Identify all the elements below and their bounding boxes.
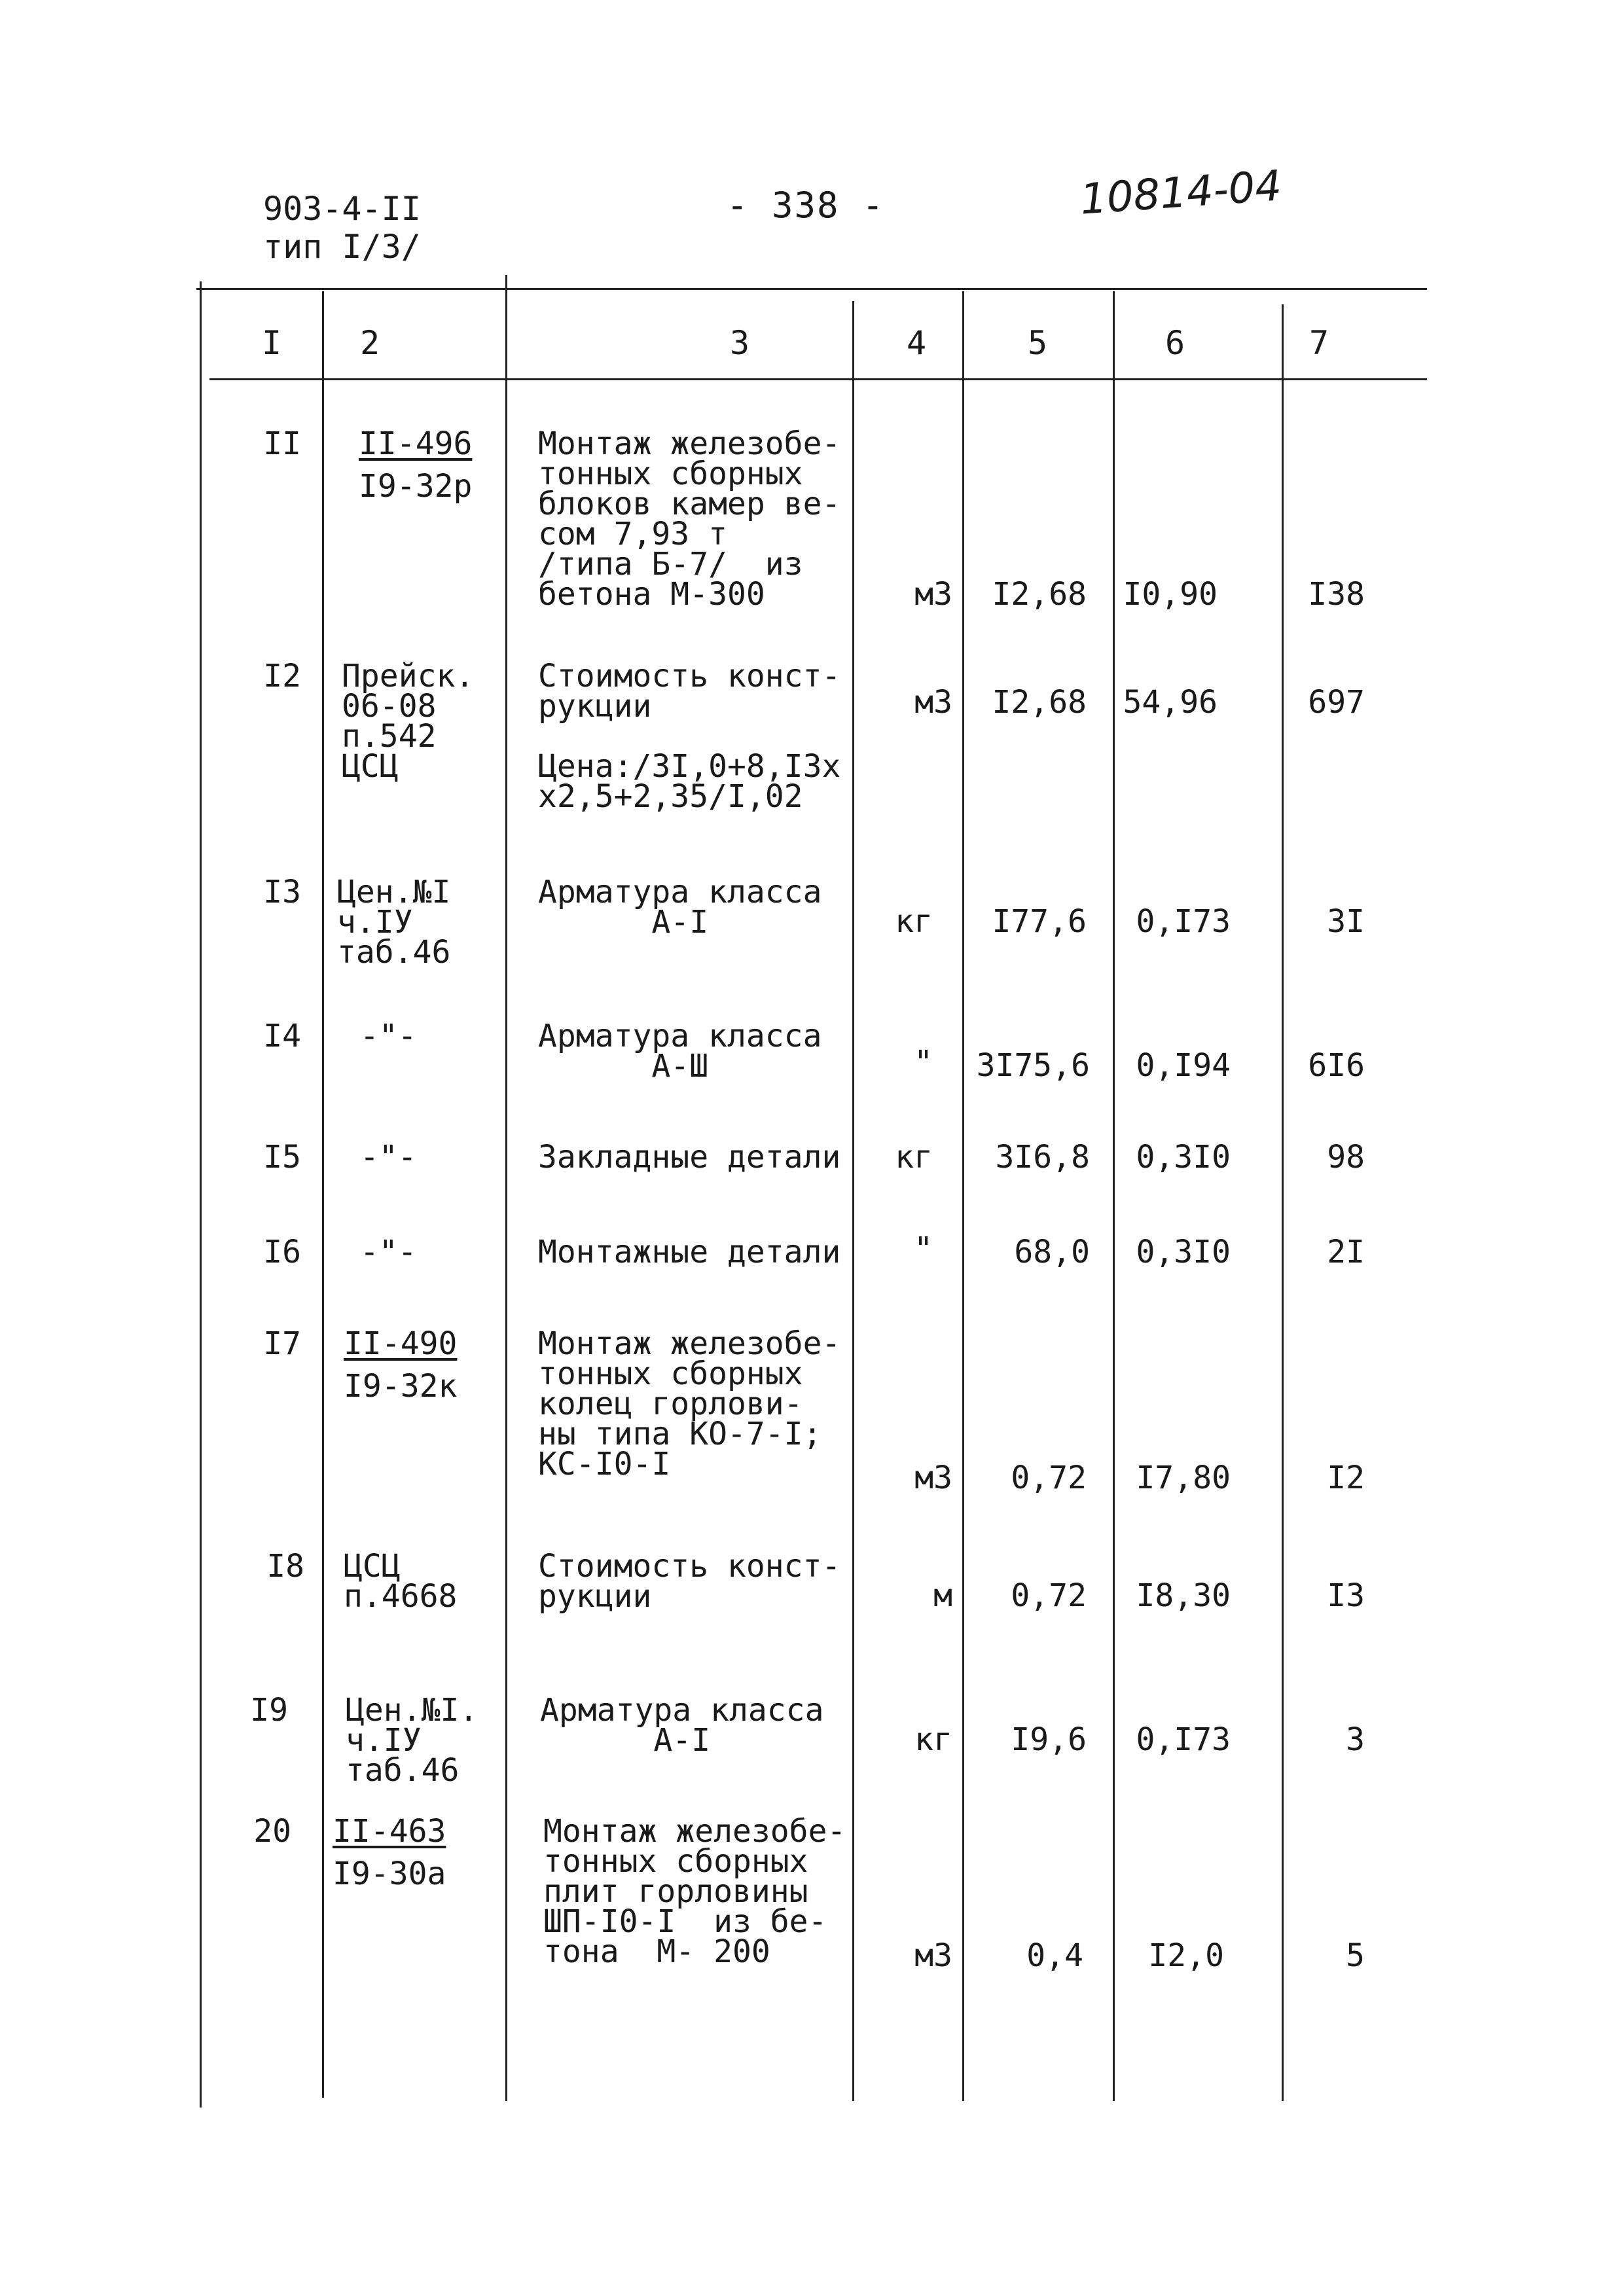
unit: м bbox=[933, 1577, 952, 1614]
quantity: I2,68 bbox=[992, 576, 1087, 613]
reference-code: Прейск. 06-08 п.542 ЦСЦ bbox=[342, 658, 475, 785]
col-divider-5 bbox=[1113, 291, 1115, 2101]
reference-code: Цен.№I ч.IУ таб.46 bbox=[337, 874, 451, 971]
column-header-4: 4 bbox=[906, 324, 927, 362]
reference-code: ЦСЦ п.4668 bbox=[344, 1548, 458, 1615]
reference-code: II-490 bbox=[344, 1325, 458, 1362]
unit-price: 0,I73 bbox=[1136, 903, 1231, 940]
unit: м3 bbox=[914, 576, 952, 613]
unit-price: I0,90 bbox=[1123, 576, 1218, 613]
reference-code-secondary: I9-32р bbox=[359, 468, 473, 505]
unit: " bbox=[914, 1230, 933, 1267]
work-description: Монтаж железобе- тонных сборных колец горлови- ны типа КО-7-I; КС-I0-I bbox=[538, 1325, 841, 1482]
quantity: 0,72 bbox=[1011, 1577, 1087, 1614]
reference-code: -"- bbox=[360, 1234, 417, 1270]
column-header-1: I bbox=[261, 324, 282, 362]
unit-price: I8,30 bbox=[1136, 1577, 1231, 1614]
col-divider-2 bbox=[505, 275, 507, 2101]
quantity: 3I6,8 bbox=[995, 1139, 1090, 1175]
total-cost: 3I bbox=[1327, 903, 1365, 940]
work-description: Стоимость конст- рукции bbox=[538, 1548, 841, 1615]
col-divider-6 bbox=[1282, 304, 1284, 2101]
work-description: Стоимость конст- рукции Цена:/3I,0+8,I3х х2,5+2,35/I,02 bbox=[538, 658, 841, 815]
row-number: I7 bbox=[263, 1325, 301, 1362]
quantity: 0,4 bbox=[1026, 1937, 1083, 1974]
unit-price: I7,80 bbox=[1136, 1460, 1231, 1496]
work-description: Арматура класса А-I bbox=[540, 1692, 824, 1759]
document-code bbox=[263, 190, 421, 266]
column-header-6: 6 bbox=[1164, 324, 1185, 362]
work-description: Монтаж железобе- тонных сборных плит горловины ШП-I0-I из бе- тона М- 200 bbox=[543, 1813, 846, 1970]
row-number: I2 bbox=[263, 658, 301, 694]
row-number: I6 bbox=[263, 1234, 301, 1270]
total-cost: I38 bbox=[1308, 576, 1365, 613]
quantity: I2,68 bbox=[992, 684, 1087, 721]
header-bottom-border bbox=[209, 378, 1427, 380]
unit-price: 0,I94 bbox=[1136, 1047, 1231, 1084]
unit-price: 0,3I0 bbox=[1136, 1139, 1231, 1175]
reference-code: -"- bbox=[360, 1018, 417, 1054]
work-description: Монтаж железобе- тонных сборных блоков камер ве- сом 7,93 т /типа Б-7/ из бетона М-300 bbox=[538, 425, 841, 613]
column-header-2: 2 bbox=[359, 324, 380, 362]
unit: " bbox=[914, 1044, 933, 1081]
reference-code: II-463 bbox=[333, 1813, 446, 1850]
quantity: 3I75,6 bbox=[976, 1047, 1090, 1084]
row-number: 20 bbox=[253, 1813, 291, 1850]
row-number: I4 bbox=[263, 1018, 301, 1054]
total-cost: 6I6 bbox=[1308, 1047, 1365, 1084]
quantity: I77,6 bbox=[992, 903, 1087, 940]
col-divider-1 bbox=[322, 291, 324, 2098]
row-number: I5 bbox=[263, 1139, 301, 1175]
unit: м3 bbox=[914, 1460, 952, 1496]
column-header-5: 5 bbox=[1027, 324, 1048, 362]
total-cost: 3 bbox=[1346, 1721, 1365, 1758]
unit-price: 54,96 bbox=[1123, 684, 1218, 721]
table-left-border bbox=[200, 281, 202, 2108]
total-cost: 98 bbox=[1327, 1139, 1365, 1175]
row-number: I8 bbox=[266, 1548, 304, 1585]
quantity: I9,6 bbox=[1011, 1721, 1087, 1758]
column-header-3: 3 bbox=[729, 324, 750, 362]
unit-price: 0,I73 bbox=[1136, 1721, 1231, 1758]
unit: кг bbox=[895, 903, 933, 940]
row-number: I3 bbox=[263, 874, 301, 910]
reference-code: II-496 bbox=[359, 425, 473, 462]
work-description: Арматура класса А-I bbox=[538, 874, 822, 941]
table-top-border bbox=[196, 288, 1427, 290]
unit: м3 bbox=[914, 1937, 952, 1974]
row-number: I9 bbox=[250, 1692, 288, 1729]
reference-code-secondary: I9-30а bbox=[333, 1856, 446, 1892]
unit: кг bbox=[914, 1721, 952, 1758]
reference-code: Цен.№I. ч.IУ таб.46 bbox=[346, 1692, 478, 1789]
unit: кг bbox=[895, 1139, 933, 1175]
total-cost: 5 bbox=[1346, 1937, 1365, 1974]
quantity: 0,72 bbox=[1011, 1460, 1087, 1496]
column-header-7: 7 bbox=[1308, 324, 1329, 362]
quantity: 68,0 bbox=[1014, 1234, 1090, 1270]
page-number: - 338 - bbox=[727, 185, 885, 226]
unit-price: I2,0 bbox=[1148, 1937, 1224, 1974]
work-description: Арматура класса А-Ш bbox=[538, 1018, 822, 1085]
total-cost: I2 bbox=[1327, 1460, 1365, 1496]
doc-code-line1: 903-4-II bbox=[263, 190, 421, 228]
unit: м3 bbox=[914, 684, 952, 721]
total-cost: 697 bbox=[1308, 684, 1365, 721]
total-cost: I3 bbox=[1327, 1577, 1365, 1614]
inventory-number: 10814-04 bbox=[1078, 162, 1284, 224]
total-cost: 2I bbox=[1327, 1234, 1365, 1270]
unit-price: 0,3I0 bbox=[1136, 1234, 1231, 1270]
row-number: II bbox=[263, 425, 301, 462]
col-divider-4 bbox=[962, 291, 964, 2101]
work-description: Монтажные детали bbox=[538, 1234, 841, 1270]
doc-code-line2: тип I/3/ bbox=[263, 228, 421, 266]
reference-code-secondary: I9-32к bbox=[344, 1368, 458, 1405]
reference-code: -"- bbox=[360, 1139, 417, 1175]
work-description: Закладные детали bbox=[538, 1139, 841, 1175]
